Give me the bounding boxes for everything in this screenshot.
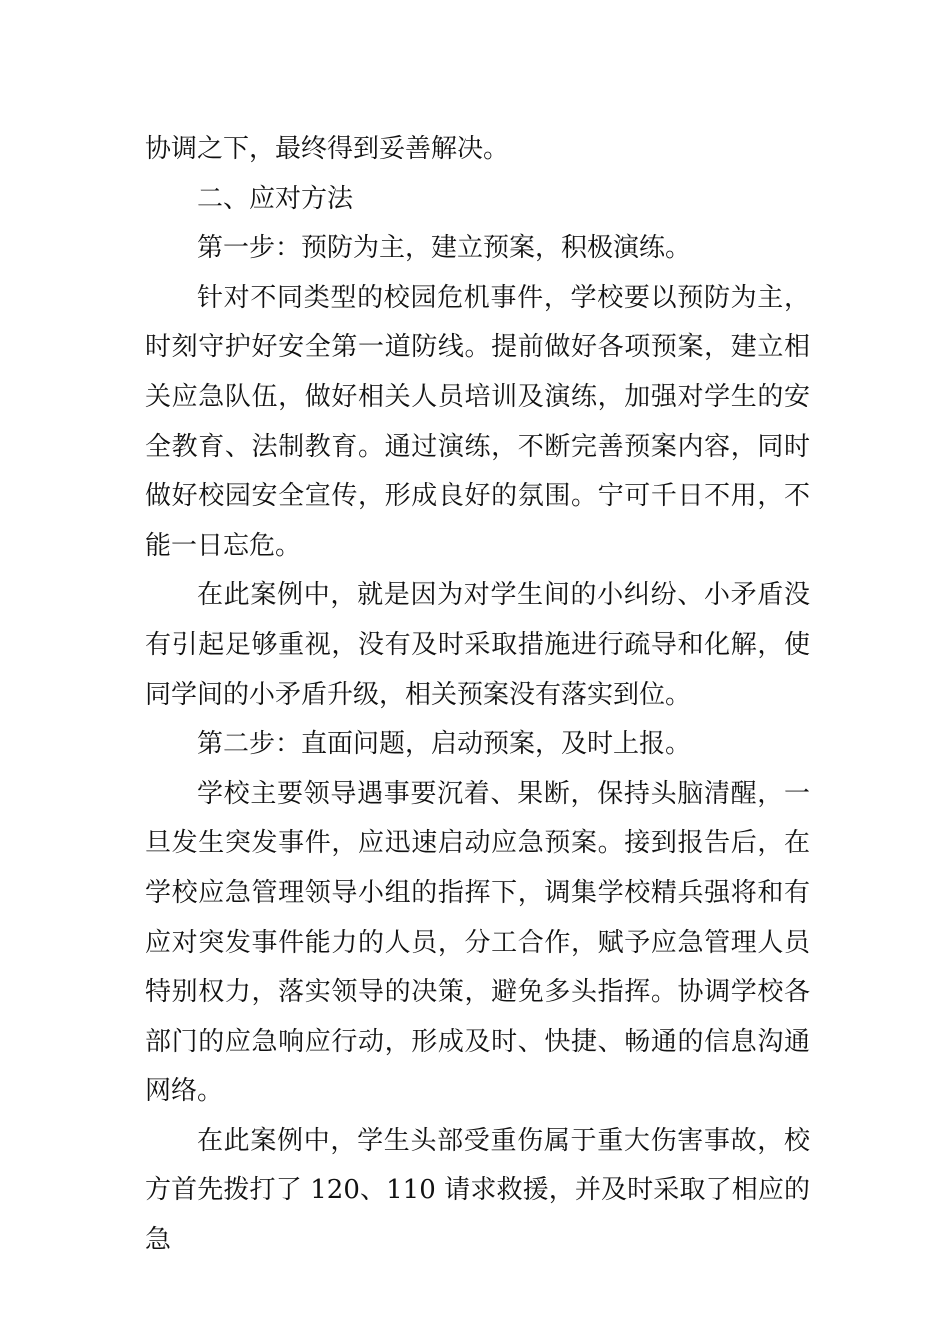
step-two-heading: 第二步：直面问题，启动预案，及时上报。 [197,729,692,760]
step-one-heading: 第一步：预防为主，建立预案，积极演练。 [197,233,692,264]
paragraph-case-two: 在此案例中，学生头部受重伤属于重大伤害事故，校方首先拨打了 120、110 请求救援，并及时采取了相应的急 [145,1125,810,1256]
paragraph-case-one: 在此案例中，就是因为对学生间的小纠纷、小矛盾没有引起足够重视，没有及时采取措施进行疏导和化解，使同学间的小矛盾升级，相关预案没有落实到位。 [145,580,810,710]
paragraph-continuation: 协调之下，最终得到妥善解决。 [145,134,510,164]
paragraph-prevention: 针对不同类型的校园危机事件，学校要以预防为主，时刻守护好安全第一道防线。提前做好各项预案，建立相关应急队伍，做好相关人员培训及演练，加强对学生的安全教育、法制教育。通过演练，不断完善预案内容，同时做好校园安全宣传，形成良好的氛围。宁可千日不用，不能一日忘危。 [145,282,810,561]
paragraph-response: 学校主要领导遇事要沉着、果断，保持头脑清醒，一旦发生突发事件，应迅速启动应急预案。接到报告后，在学校应急管理领导小组的指挥下，调集学校精兵强将和有应对突发事件能力的人员，分工合作，赋予应急管理人员特别权力，落实领导的决策，避免多头指挥。协调学校各部门的应急响应行动，形成及时、快捷、畅通的信息沟通网络。 [145,778,810,1107]
section-heading: 二、应对方法 [197,183,354,214]
body-text [145,125,810,1266]
